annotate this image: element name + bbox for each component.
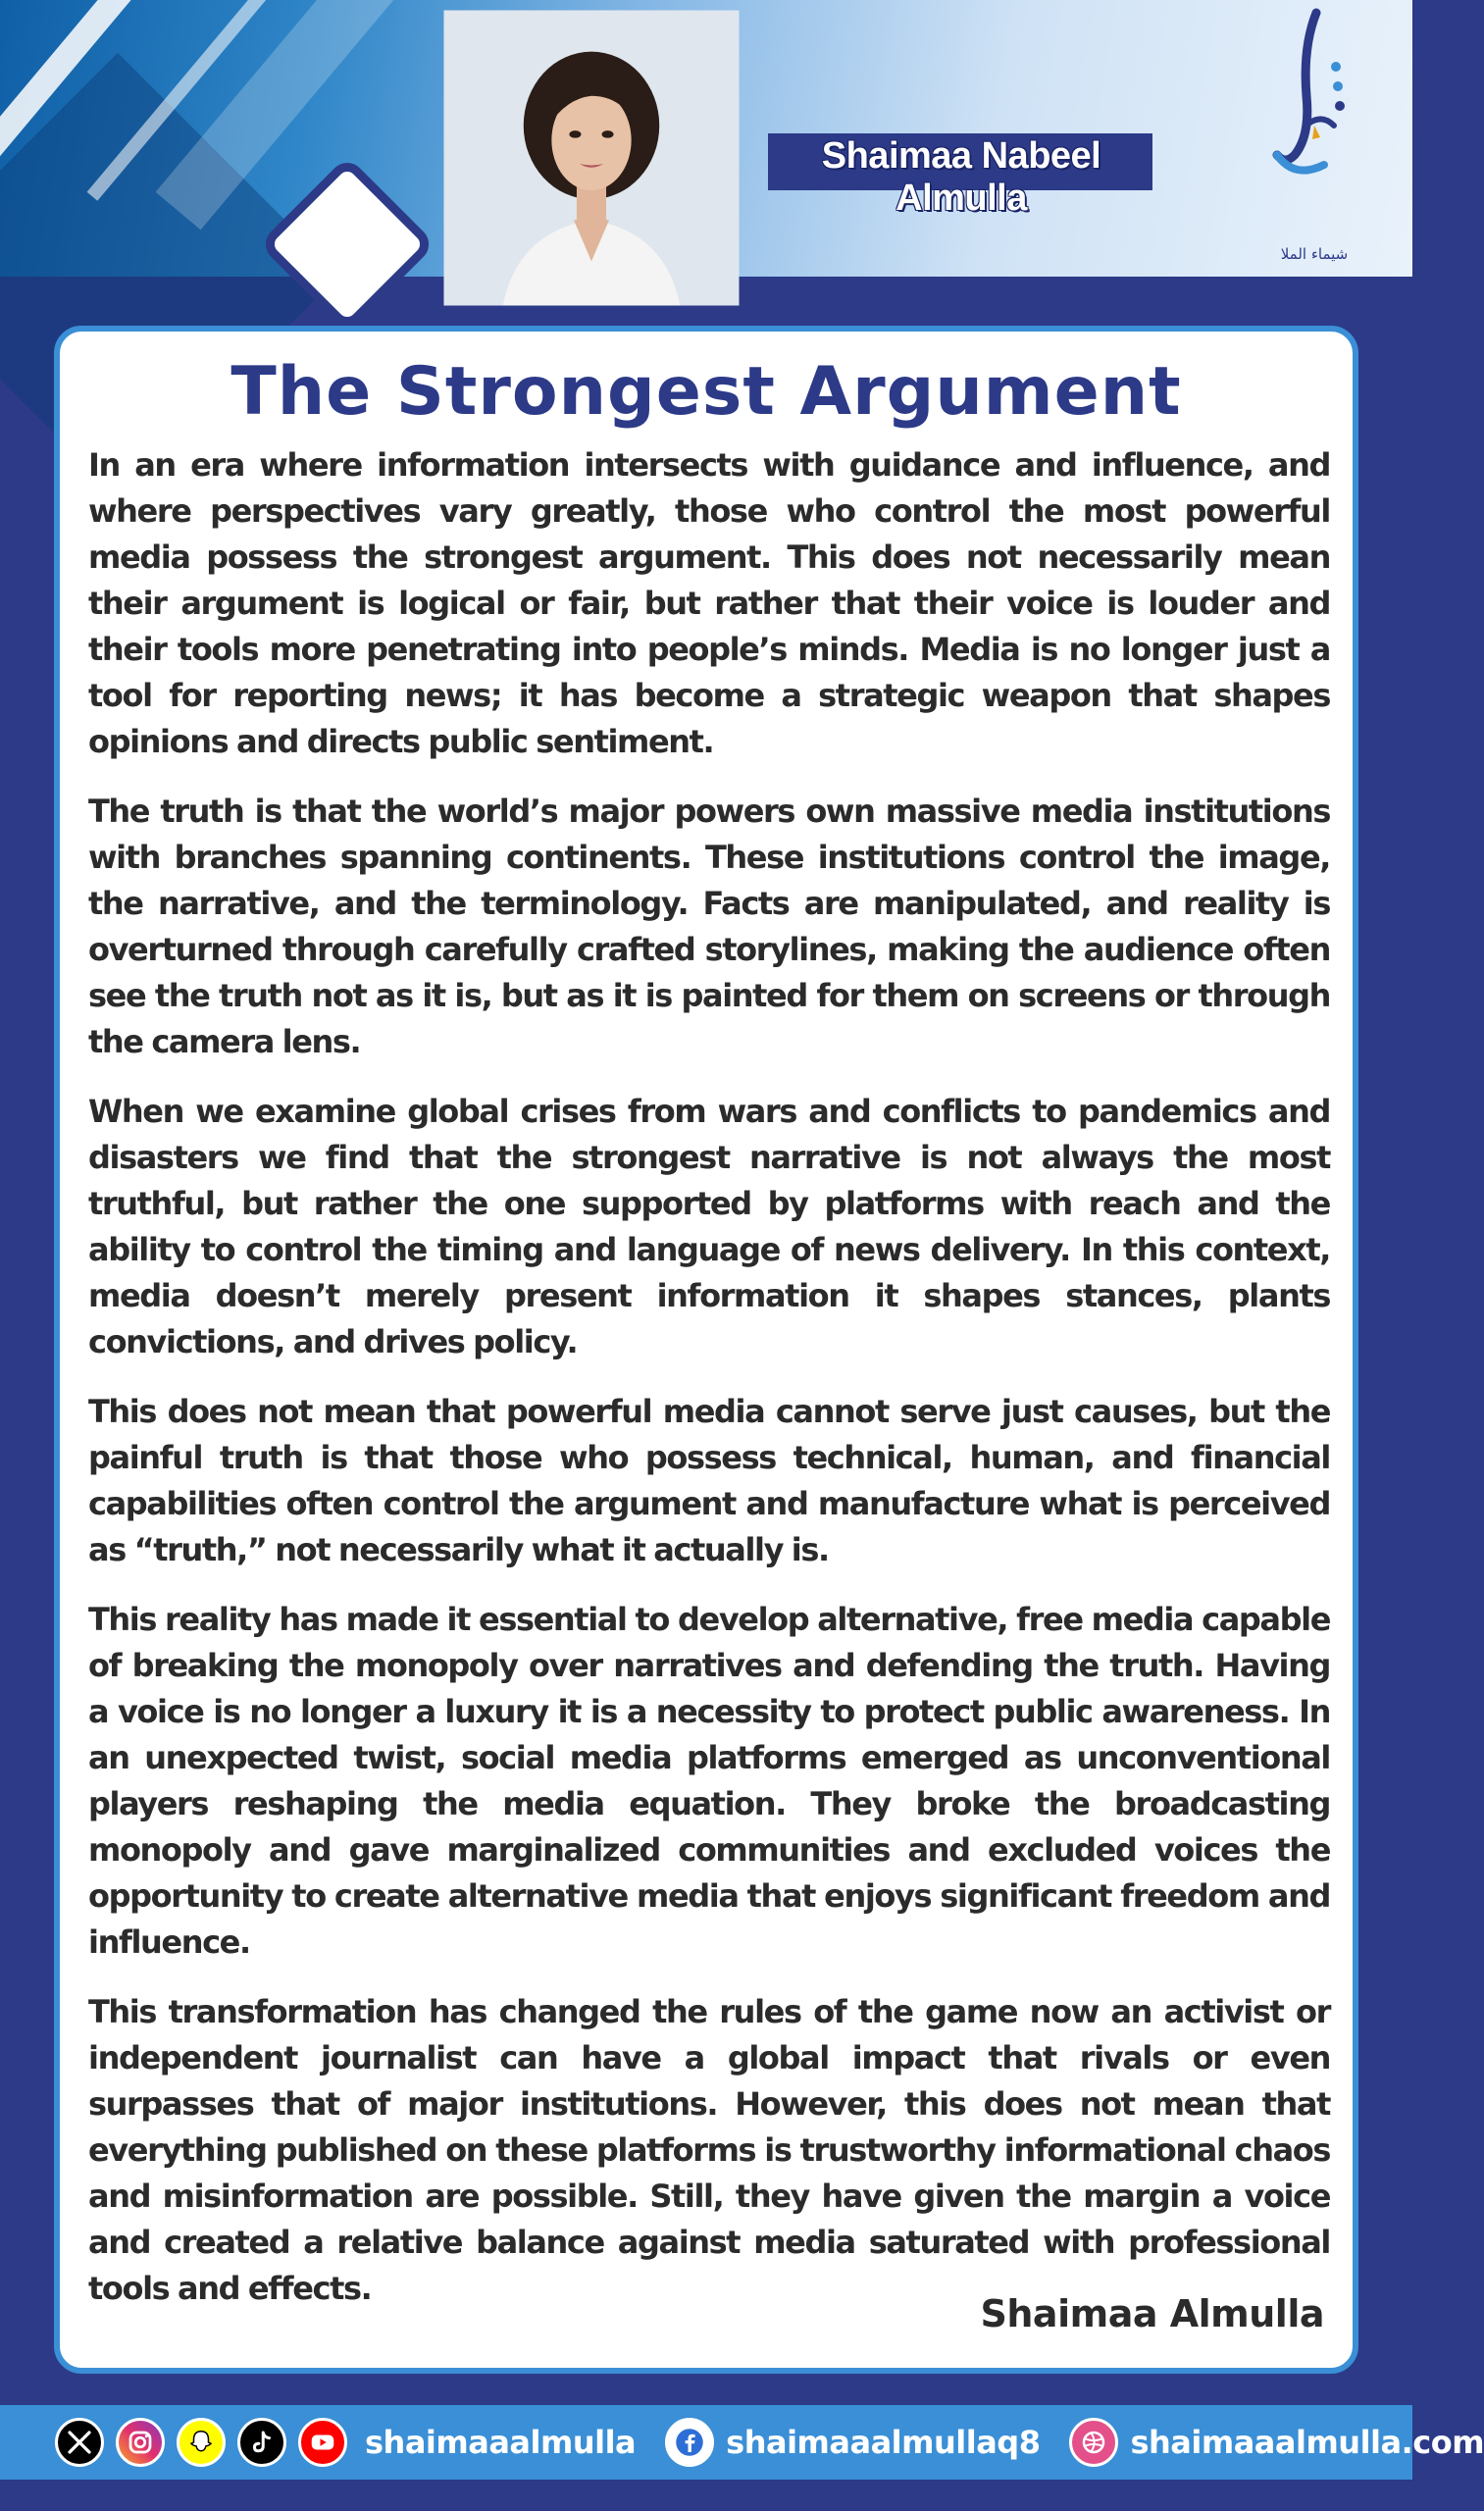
article-paragraph: When we examine global crises from wars and conflicts to pandemics and disasters we find that the strongest narrative is not always the most truthful, but rather the one supported by platforms with reach and the ability to control the timing and language of news delivery. In this context, media doesn’t merely present information it shapes stances, plants convictions, and drives policy. bbox=[88, 1093, 1330, 1360]
facebook-handle[interactable]: shaimaaalmullaq8 bbox=[726, 2424, 1041, 2461]
x-icon[interactable] bbox=[55, 2418, 104, 2467]
author-name: Shaimaa Nabeel Almulla bbox=[821, 135, 1101, 219]
author-portrait bbox=[443, 10, 739, 305]
article-paragraph: The truth is that the world’s major powers own massive media institutions with branches spanning continents. These institutions control the image, the narrative, and the terminology. Facts are manipulated, and reality is overturned through carefully crafted storylines, making the audience often see the truth not as it is, but as it is painted for them on screens or through the camera lens. bbox=[88, 793, 1330, 1060]
social-handle-main[interactable]: shaimaaalmulla bbox=[365, 2424, 637, 2461]
article-paragraph: This transformation has changed the rules of the game now an activist or independent journalist can have a global impact that rivals or even surpasses that of major institutions. However, this does not mean that everything published on these platforms is trustworthy informational chaos and misinformation are possible. Still, they have given the margin a voice and created a relative balance against media saturated with professional tools and effects. bbox=[88, 1993, 1330, 2307]
instagram-icon[interactable] bbox=[116, 2418, 165, 2467]
tiktok-icon[interactable] bbox=[237, 2418, 286, 2467]
article-paragraph: This does not mean that powerful media cannot serve just causes, but the painful truth is that those who possess technical, human, and financial capabilities often control the argument and manufacture what is perceived as “truth,” not necessarily what it actually is. bbox=[88, 1393, 1330, 1568]
article-paragraph: This reality has made it essential to develop alternative, free media capable of breaking the monopoly over narratives and defending the truth. Having a voice is no longer a luxury it is a necessity to protect public awareness. In an unexpected twist, social media platforms emerged as unconventional players reshaping the media equation. They broke the broadcasting monopoly and gave marginalized communities and excluded voices the opportunity to create alternative media that enjoys significant freedom and influence. bbox=[88, 1601, 1330, 1961]
article-signature: Shaimaa Almulla bbox=[980, 2292, 1324, 2335]
website-link[interactable]: shaimaaalmulla.com bbox=[1130, 2424, 1484, 2461]
article-paragraph: In an era where information intersects with guidance and influence, and where perspectives vary greatly, those who control the most powerful media possess the strongest argument. This does not necessarily mean their argument is logical or fair, but rather that their voice is louder and their tools more penetrating into people’s minds. Media is no longer just a tool for reporting news; it has become a strategic weapon that shapes opinions and directs public sentiment. bbox=[88, 446, 1330, 760]
article-card bbox=[54, 326, 1358, 2374]
globe-icon[interactable] bbox=[1069, 2418, 1118, 2467]
youtube-icon[interactable] bbox=[298, 2418, 347, 2467]
article-title: The Strongest Argument bbox=[230, 353, 1182, 431]
calligraphy-logo bbox=[1265, 8, 1363, 204]
snapchat-icon[interactable] bbox=[177, 2418, 226, 2467]
logo-caption: شيماء الملا bbox=[1280, 245, 1349, 263]
social-footer bbox=[0, 2405, 1484, 2480]
article-body bbox=[88, 442, 1330, 2335]
author-portrait-frame bbox=[435, 1, 748, 315]
facebook-icon[interactable] bbox=[665, 2418, 714, 2467]
